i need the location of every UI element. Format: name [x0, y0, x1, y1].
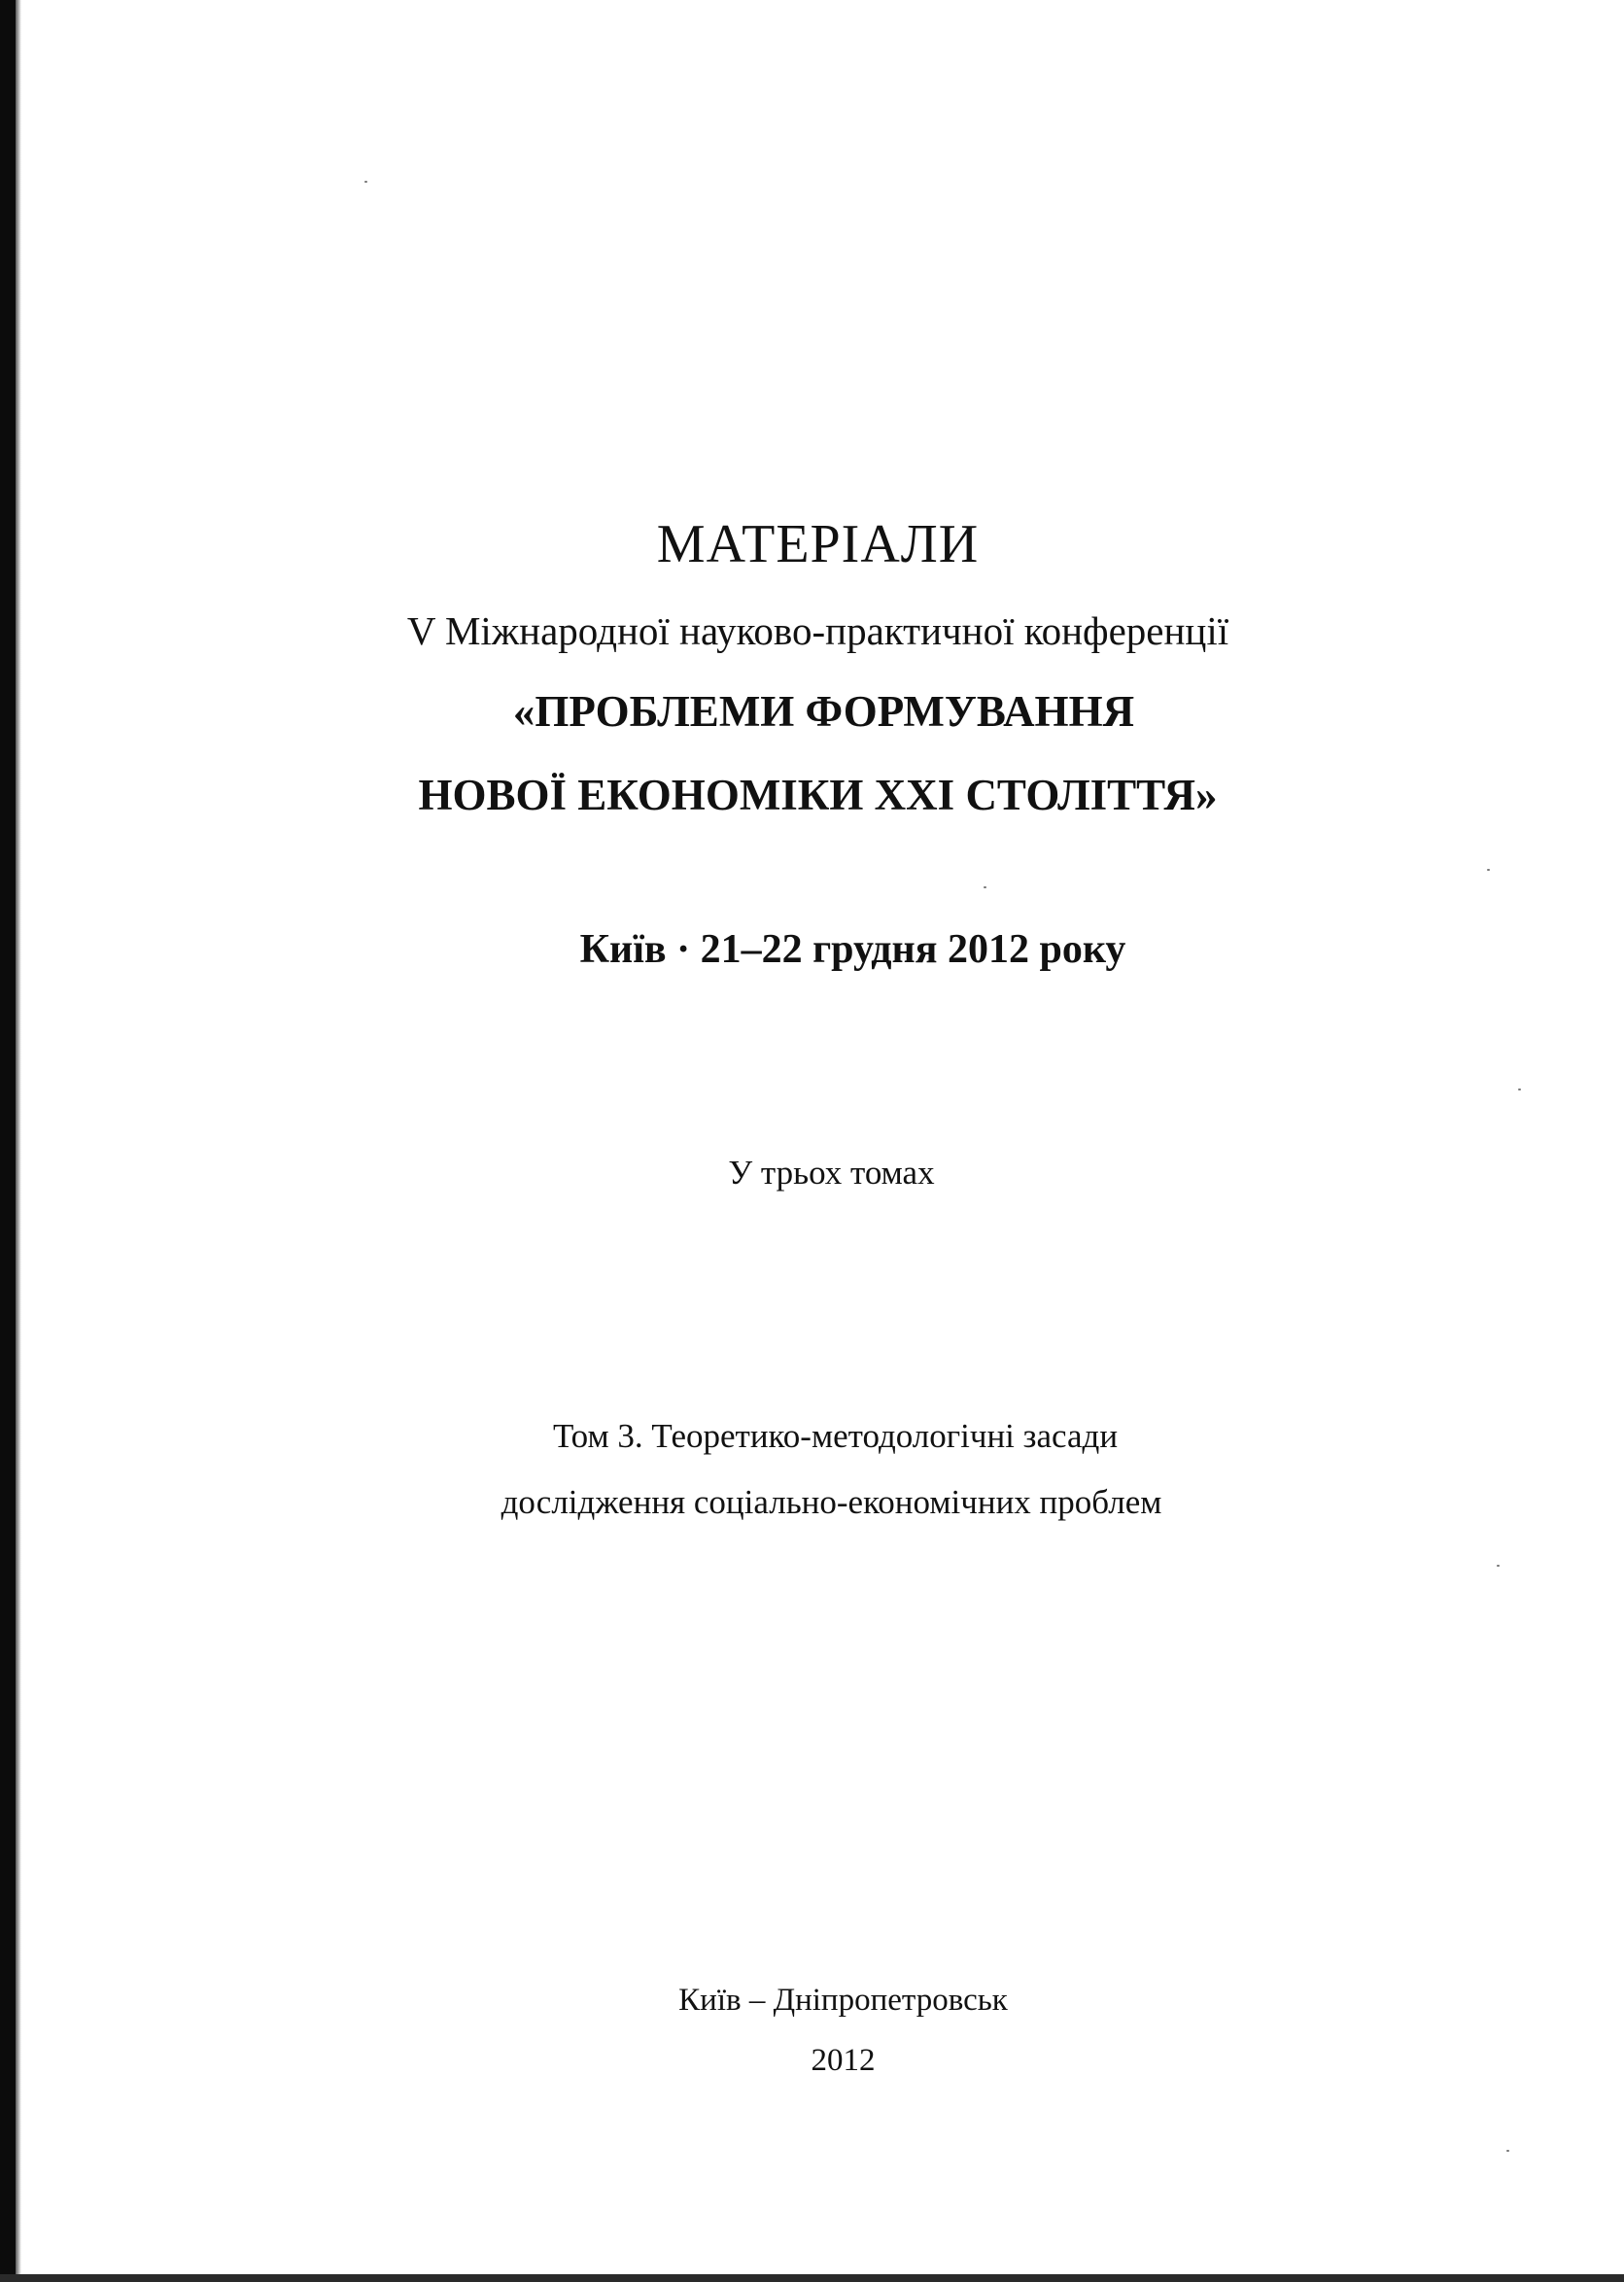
scan-speck [1497, 1565, 1500, 1567]
scan-edge-shadow [16, 0, 21, 2282]
conference-place-date: Київ · 21–22 грудня 2012 року [579, 927, 1126, 972]
conference-title-line-1: «ПРОБЛЕМИ ФОРМУВАННЯ [512, 687, 1135, 736]
conference-description: V Міжнародної науково-практичної конференції [406, 608, 1229, 653]
scan-speck [1518, 1089, 1521, 1090]
scan-speck [1487, 869, 1490, 871]
volumes-note: У трьох томах [728, 1154, 935, 1192]
volume-title-line-1: Том 3. Теоретико-методологічні засади [552, 1417, 1119, 1455]
document-heading: МАТЕРІАЛИ [656, 514, 980, 574]
scan-edge-bottom [0, 2274, 1624, 2282]
scan-speck [1506, 2150, 1509, 2152]
scan-edge-left [0, 0, 16, 2282]
scan-speck [984, 886, 986, 888]
publication-year: 2012 [811, 2043, 876, 2078]
publisher-city: Київ – Дніпропетровськ [678, 1983, 1008, 2018]
scan-speck [364, 181, 367, 183]
conference-title-line-2: НОВОЇ ЕКОНОМІКИ XXI СТОЛІТТЯ» [418, 771, 1218, 819]
volume-title-line-2: дослідження соціально-економічних проблем [501, 1483, 1162, 1521]
